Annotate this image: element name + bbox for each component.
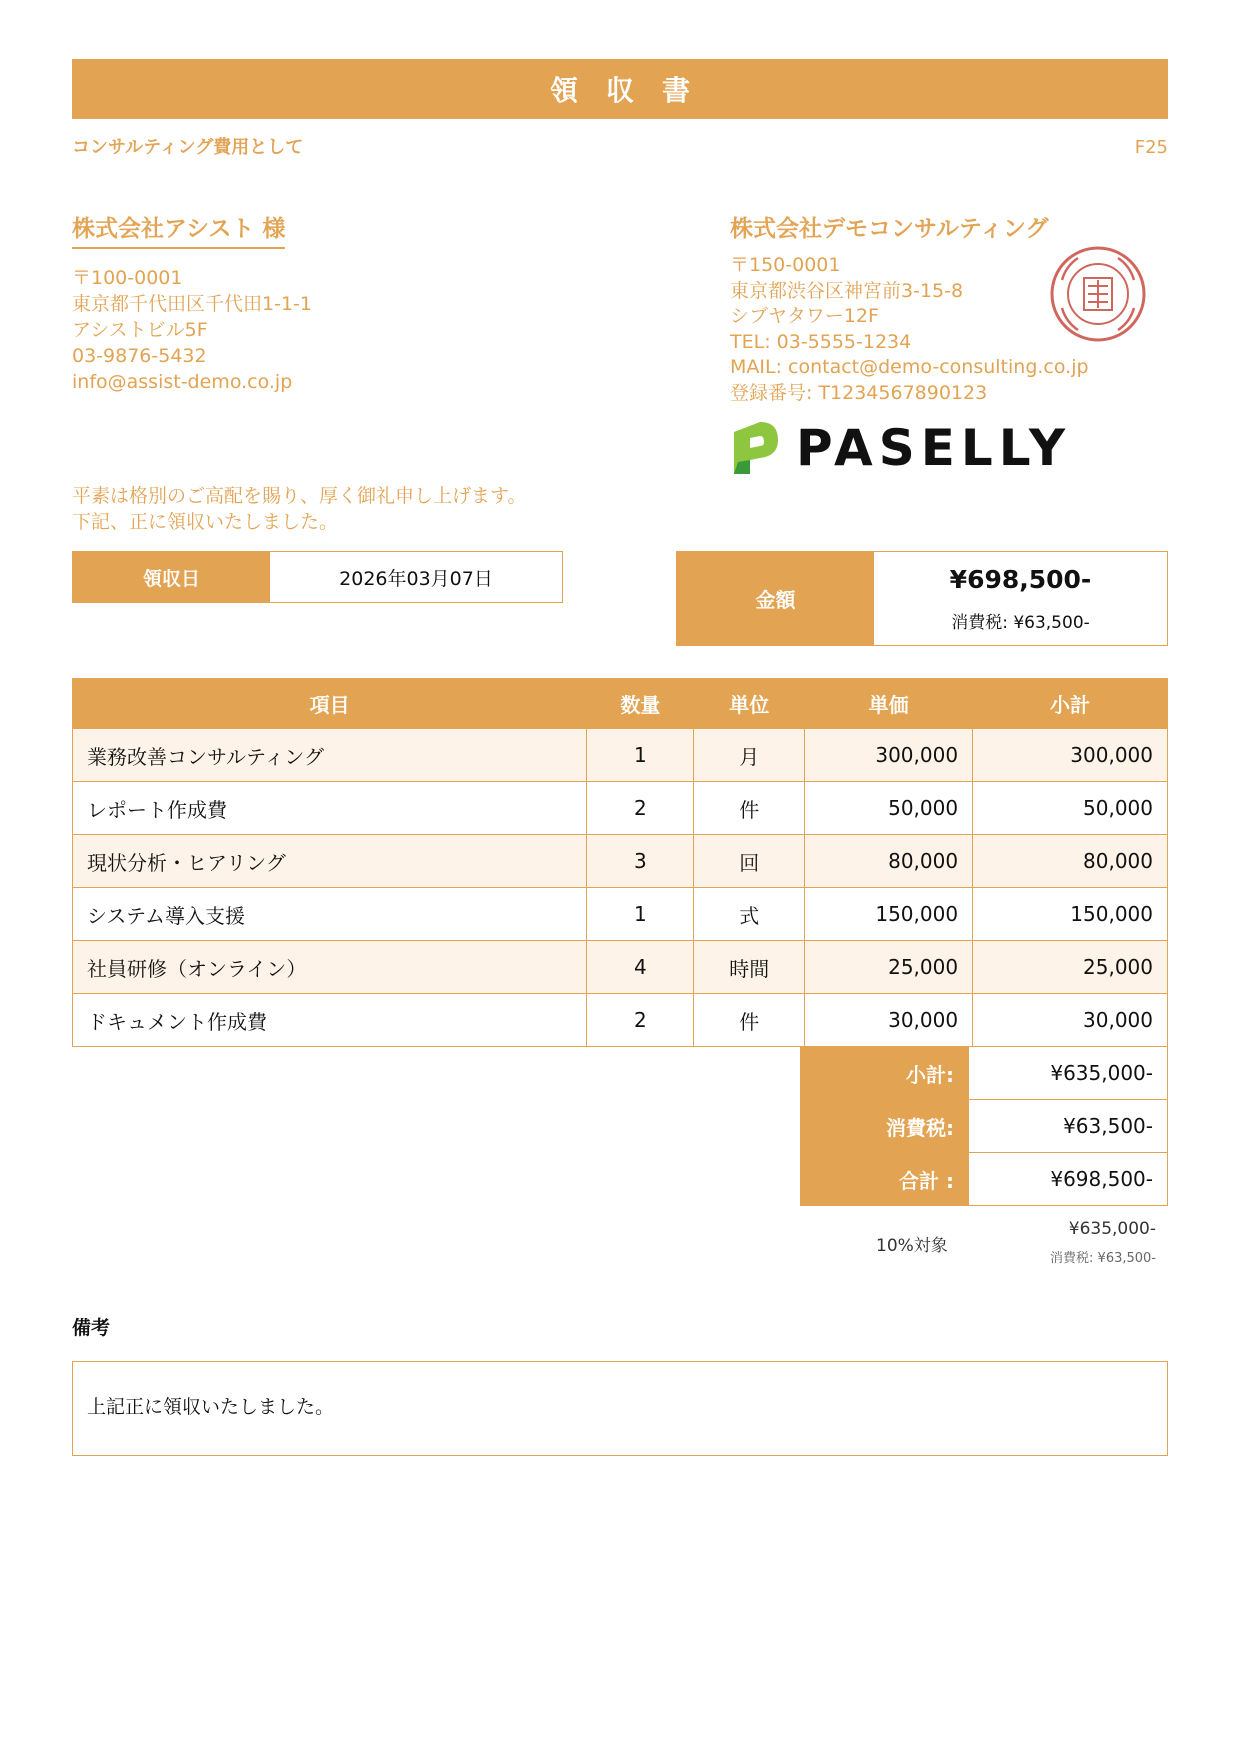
item-quantity: 3 xyxy=(587,835,694,888)
item-unit-price: 300,000 xyxy=(805,729,973,782)
item-quantity: 1 xyxy=(587,729,694,782)
document-title: 領収書 xyxy=(549,74,718,107)
header-subtotal: 小計 xyxy=(973,679,1168,729)
table-row xyxy=(73,888,1168,941)
remarks-box xyxy=(72,1361,1168,1456)
company-logo xyxy=(730,418,1071,478)
greeting-text xyxy=(72,483,526,535)
item-unit-price: 25,000 xyxy=(805,941,973,994)
item-subtotal: 80,000 xyxy=(973,835,1168,888)
receipt-date-value: 2026年03月07日 xyxy=(339,567,493,590)
item-name: システム導入支援 xyxy=(73,888,587,941)
item-unit: 回 xyxy=(694,835,805,888)
table-row xyxy=(73,729,1168,782)
table-row xyxy=(73,941,1168,994)
subtotal-label: 小計: xyxy=(801,1047,969,1100)
table-row xyxy=(73,782,1168,835)
remarks-title: 備考 xyxy=(72,1317,111,1339)
receipt-date-box xyxy=(72,551,563,603)
title-bar xyxy=(72,59,1168,119)
greeting-line1: 平素は格別のご高配を賜り、厚く御礼申し上げます。 xyxy=(72,485,527,507)
total-label: 合計 : xyxy=(801,1153,969,1206)
item-subtotal: 150,000 xyxy=(973,888,1168,941)
issuer-address1: 東京都渋谷区神宮前3-15-8 xyxy=(730,279,964,302)
line-items-table xyxy=(72,678,1168,1047)
issuer-name: 株式会社デモコンサルティング xyxy=(730,216,1049,242)
subtotal-row xyxy=(801,1047,1168,1100)
customer-phone: 03-9876-5432 xyxy=(72,345,207,367)
item-name: 業務改善コンサルティング xyxy=(73,729,587,782)
item-quantity: 2 xyxy=(587,994,694,1047)
issuer-registration: 登録番号: T1234567890123 xyxy=(730,381,988,404)
item-unit: 件 xyxy=(694,782,805,835)
customer-block xyxy=(72,210,312,395)
item-subtotal: 50,000 xyxy=(973,782,1168,835)
tax-rate-label: 10%対象 xyxy=(876,1236,948,1256)
customer-email: info@assist-demo.co.jp xyxy=(72,371,293,393)
logo-text: PASELLY xyxy=(796,419,1072,477)
header-unit: 単位 xyxy=(694,679,805,729)
greeting-line2: 下記、正に領収いたしました。 xyxy=(72,511,339,533)
item-unit-price: 80,000 xyxy=(805,835,973,888)
item-quantity: 4 xyxy=(587,941,694,994)
item-quantity: 2 xyxy=(587,782,694,835)
issuer-postal: 〒150-0001 xyxy=(730,254,841,276)
total-row xyxy=(801,1153,1168,1206)
header-unit-price: 単価 xyxy=(805,679,973,729)
tax-rate-amount: ¥635,000- xyxy=(1068,1219,1156,1239)
total-value: ¥698,500- xyxy=(969,1153,1168,1206)
customer-postal: 〒100-0001 xyxy=(72,267,183,289)
issuer-address2: シブヤタワー12F xyxy=(730,305,879,327)
customer-address2: アシストビル5F xyxy=(72,319,208,341)
receipt-date-label: 領収日 xyxy=(73,552,270,602)
item-unit: 式 xyxy=(694,888,805,941)
tax-rate-tax: 消費税: ¥63,500- xyxy=(1050,1251,1156,1266)
subtotal-value: ¥635,000- xyxy=(969,1047,1168,1100)
customer-name: 株式会社アシスト 様 xyxy=(72,210,285,249)
tax-label: 消費税: xyxy=(801,1100,969,1153)
document-subject: コンサルティング費用として xyxy=(72,137,304,158)
item-name: レポート作成費 xyxy=(73,782,587,835)
item-unit-price: 30,000 xyxy=(805,994,973,1047)
document-number: F25 xyxy=(1134,137,1168,158)
amount-tax: 消費税: ¥63,500- xyxy=(951,612,1090,633)
item-name: ドキュメント作成費 xyxy=(73,994,587,1047)
remarks-text: 上記正に領収いたしました。 xyxy=(87,1396,335,1418)
item-unit: 時間 xyxy=(694,941,805,994)
item-subtotal: 30,000 xyxy=(973,994,1168,1047)
item-unit-price: 50,000 xyxy=(805,782,973,835)
item-unit: 月 xyxy=(694,729,805,782)
issuer-block xyxy=(730,210,1089,406)
item-name: 社員研修（オンライン） xyxy=(73,941,587,994)
table-header-row xyxy=(73,679,1168,729)
issuer-phone: TEL: 03-5555-1234 xyxy=(730,330,912,353)
amount-label: 金額 xyxy=(677,552,874,645)
issuer-email: MAIL: contact@demo-consulting.co.jp xyxy=(730,356,1089,378)
table-row xyxy=(73,835,1168,888)
tax-row xyxy=(801,1100,1168,1153)
amount-total: ¥698,500- xyxy=(949,564,1092,594)
item-subtotal: 300,000 xyxy=(973,729,1168,782)
header-item: 項目 xyxy=(73,679,587,729)
item-unit-price: 150,000 xyxy=(805,888,973,941)
totals-table xyxy=(800,1046,1168,1206)
item-unit: 件 xyxy=(694,994,805,1047)
company-seal-icon xyxy=(1048,244,1148,344)
item-subtotal: 25,000 xyxy=(973,941,1168,994)
header-quantity: 数量 xyxy=(587,679,694,729)
table-row xyxy=(73,994,1168,1047)
item-name: 現状分析・ヒアリング xyxy=(73,835,587,888)
tax-value: ¥63,500- xyxy=(969,1100,1168,1153)
amount-box xyxy=(676,551,1168,646)
customer-address1: 東京都千代田区千代田1-1-1 xyxy=(72,293,312,315)
item-quantity: 1 xyxy=(587,888,694,941)
logo-mark-icon xyxy=(730,418,782,478)
